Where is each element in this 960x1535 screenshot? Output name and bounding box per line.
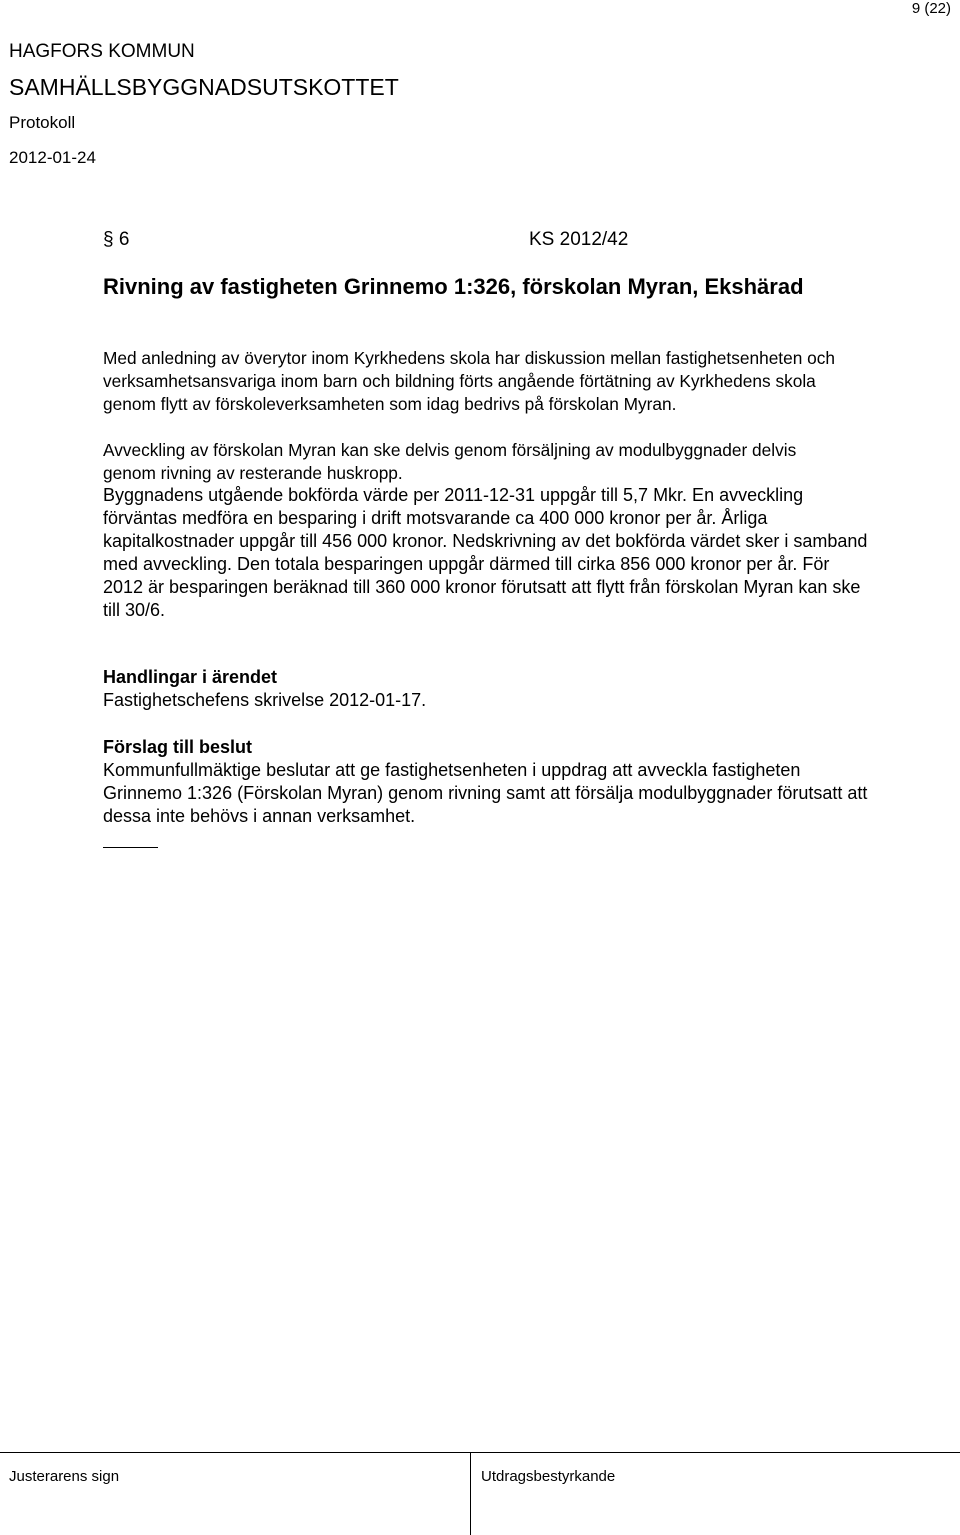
page-number: 9 (22) (911, 0, 951, 17)
text-line: Kommunfullmäktige beslutar att ge fastighetsenheten i uppdrag att avveckla fastigheten (103, 760, 801, 780)
text-line: genom flytt av förskoleverksamheten som idag bedrivs på förskolan Myran. (103, 394, 677, 414)
text-line: Grinnemo 1:326 (Förskolan Myran) genom rivning samt att försälja modulbyggnader förutsatt att (103, 783, 868, 803)
text-line: Byggnadens utgående bokförda värde per 2011-12-31 uppgår till 5,7 Mkr. En avveckling (103, 485, 804, 505)
committee-name: SAMHÄLLSBYGGNADSUTSKOTTET (9, 74, 399, 100)
text-line: verksamhetsansvariga inom barn och bildning förts angående förtätning av Kyrkhedens skola (103, 371, 816, 391)
text-line: förväntas medföra en besparing i drift motsvarande ca 400 000 kronor per år. Årliga (103, 508, 768, 528)
documents-heading: Handlingar i ärendet (103, 667, 278, 687)
text-line: kapitalkostnader uppgår till 456 000 kronor. Nedskrivning av det bokförda värdet sker i samband (103, 531, 868, 551)
paragraph-phase-out (103, 439, 948, 485)
text-line: Med anledning av överytor inom Kyrkhedens skola har diskussion mellan fastighetsenheten och (103, 348, 835, 368)
footer-divider (470, 1452, 471, 1535)
extract-certification-label: Utdragsbestyrkande (481, 1468, 616, 1485)
text-line: Avveckling av förskolan Myran kan ske delvis genom försäljning av modulbyggnader delvis (103, 440, 797, 460)
item-title: Rivning av fastigheten Grinnemo 1:326, förskolan Myran, Ekshärad (103, 274, 804, 299)
documents-section (103, 666, 948, 712)
proposal-section (103, 736, 948, 828)
end-divider (103, 847, 158, 848)
text-line: med avveckling. Den totala besparingen uppgår därmed till cirka 856 000 kronor per år. För (103, 554, 830, 574)
text-line: genom rivning av resterande huskropp. (103, 463, 403, 483)
paragraph-economics (103, 484, 948, 622)
text-line: 2012 är besparingen beräknad till 360 000 kronor förutsatt att flytt från förskolan Myran kan ske (103, 577, 861, 597)
documents-text: Fastighetschefens skrivelse 2012-01-17. (103, 690, 427, 710)
text-line: dessa inte behövs i annan verksamhet. (103, 806, 416, 826)
meeting-date: 2012-01-24 (9, 148, 96, 167)
proposal-heading: Förslag till beslut (103, 737, 253, 757)
adjuster-signature-label: Justerarens sign (9, 1468, 120, 1485)
paragraph-background (103, 347, 948, 416)
text-line: till 30/6. (103, 600, 166, 620)
footer-rule (0, 1452, 960, 1453)
municipality-name: HAGFORS KOMMUN (9, 41, 195, 62)
section-number: § 6 (103, 229, 130, 250)
case-number: KS 2012/42 (529, 229, 629, 250)
document-type: Protokoll (9, 113, 76, 132)
